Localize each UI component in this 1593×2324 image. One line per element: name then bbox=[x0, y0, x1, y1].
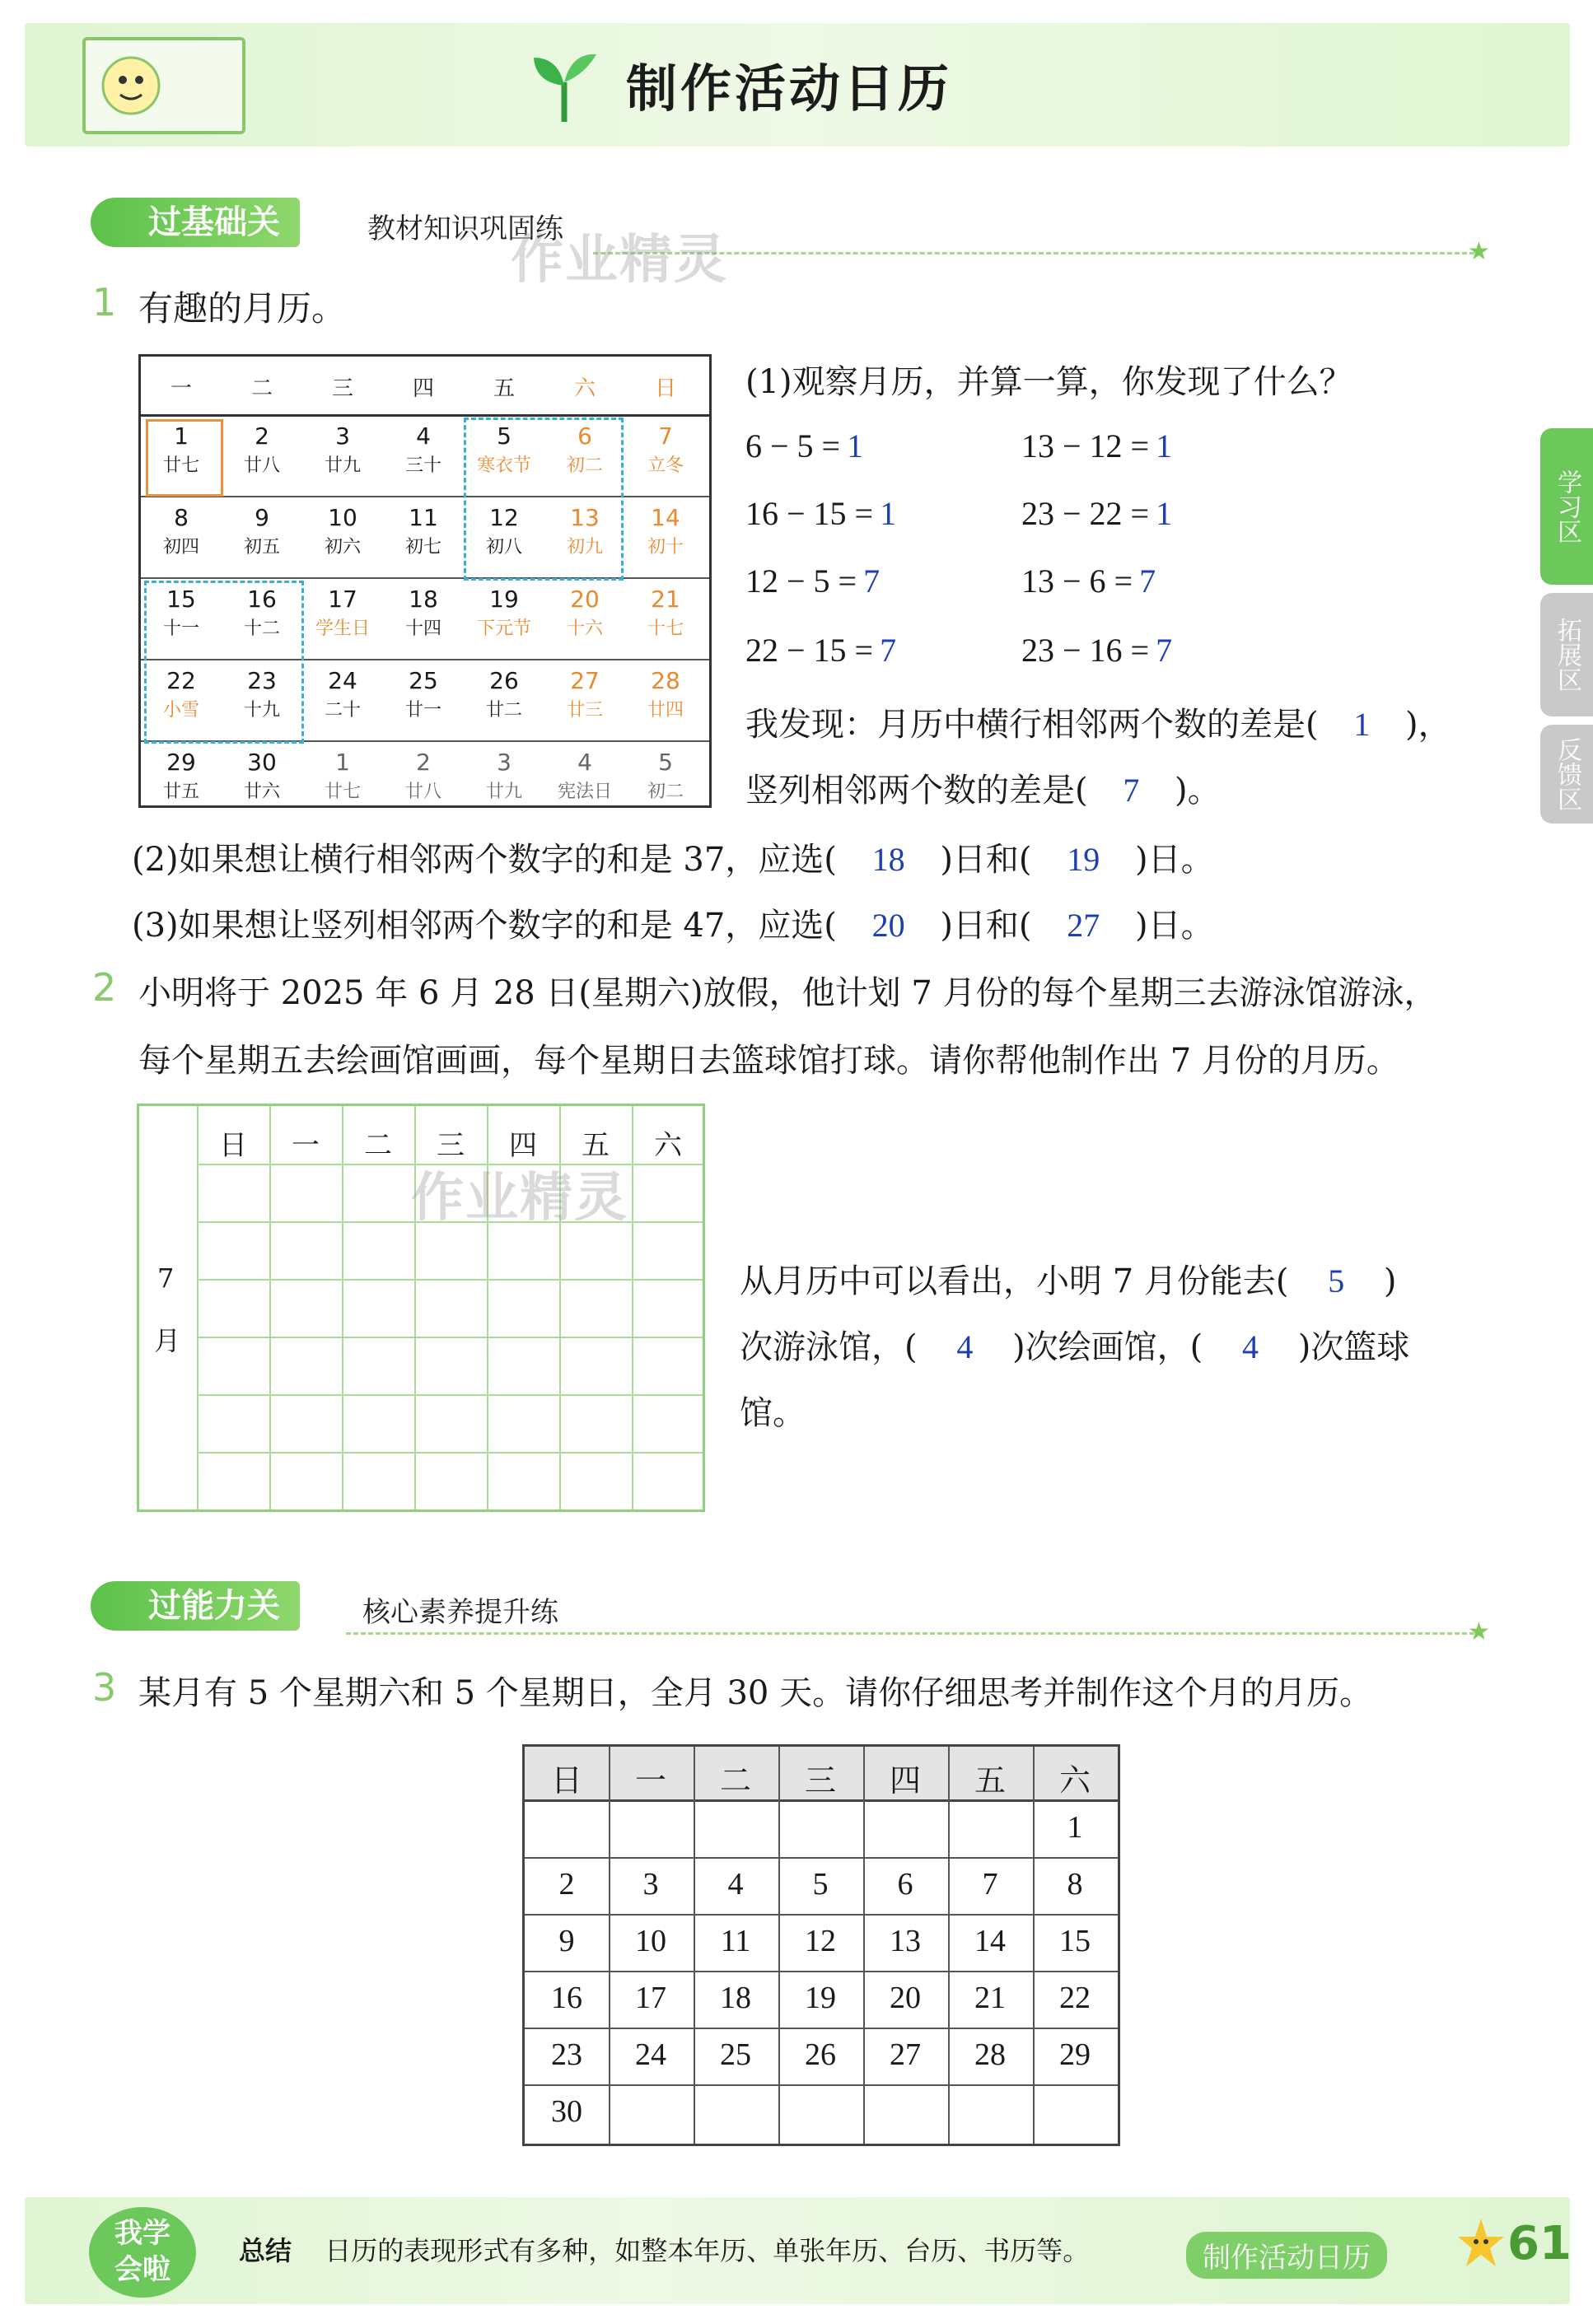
row-divider bbox=[141, 577, 709, 579]
calendar-day bbox=[222, 504, 302, 558]
lunar-label: 二十 bbox=[324, 700, 361, 721]
section-tab-ability: 过能力关 bbox=[91, 1581, 300, 1631]
equation-answer: 7 bbox=[880, 632, 897, 669]
weekday-header: 日 bbox=[219, 1129, 247, 1162]
month-calendar-answer bbox=[522, 1744, 1120, 2146]
grid-line bbox=[632, 1106, 633, 1510]
calendar-day bbox=[302, 749, 383, 803]
day-number: 25 bbox=[409, 667, 438, 694]
day-number: 19 bbox=[489, 586, 519, 613]
weekday-header: 五 bbox=[493, 376, 515, 401]
lunar-label: 十九 bbox=[243, 700, 280, 721]
day-number: 5 bbox=[658, 749, 673, 776]
equation-expression: 16 − 15 = bbox=[745, 495, 874, 532]
day-number: 14 bbox=[651, 504, 680, 531]
day-number: 11 bbox=[409, 504, 438, 531]
calendar-day: 28 bbox=[974, 2037, 1006, 2072]
calendar-day: 10 bbox=[635, 1924, 666, 1958]
question-number: 3 bbox=[92, 1665, 117, 1710]
equation-answer: 7 bbox=[1139, 562, 1156, 600]
equation bbox=[1021, 494, 1172, 533]
weekday-header: 四 bbox=[412, 376, 434, 401]
answer: 18 bbox=[871, 841, 905, 878]
weekday-header: 三 bbox=[804, 1764, 836, 1799]
calendar-day bbox=[141, 504, 222, 558]
q2-answer-line2 bbox=[740, 1321, 1409, 1368]
calendar-day: 21 bbox=[974, 1981, 1006, 2015]
calendar-day: 13 bbox=[890, 1924, 921, 1958]
month-unit: 月 bbox=[154, 1325, 181, 1356]
lunar-label: 十二 bbox=[243, 618, 280, 639]
calendar-day: 15 bbox=[1059, 1924, 1091, 1958]
calendar-day bbox=[383, 749, 464, 803]
calendar-day: 3 bbox=[642, 1867, 659, 1902]
calendar-day: 8 bbox=[1067, 1867, 1083, 1902]
answer: 1 bbox=[1353, 706, 1371, 743]
day-number: 1 bbox=[335, 749, 350, 776]
lunar-label: 廿六 bbox=[243, 782, 280, 802]
equation bbox=[1021, 427, 1172, 465]
text: (3)如果想让竖列相邻两个数字的和是 47，应选( bbox=[132, 907, 837, 945]
lunar-label: 廿五 bbox=[162, 782, 199, 802]
text: )日和( bbox=[940, 907, 1032, 945]
month-number: 7 bbox=[157, 1262, 175, 1294]
lunar-label: 廿四 bbox=[647, 700, 684, 721]
day-number: 17 bbox=[328, 586, 357, 613]
calendar-day: 11 bbox=[720, 1924, 751, 1958]
calendar-day: 19 bbox=[805, 1981, 836, 2015]
side-tab-feedback[interactable]: 反馈区 bbox=[1540, 725, 1593, 824]
lunar-label: 廿九 bbox=[324, 455, 361, 476]
weekday-header: 四 bbox=[509, 1129, 537, 1162]
equation bbox=[745, 562, 880, 600]
calendar-day: 17 bbox=[635, 1981, 666, 2015]
calendar-day bbox=[141, 749, 222, 803]
calendar-day bbox=[383, 667, 464, 721]
lunar-label: 廿七 bbox=[324, 782, 361, 802]
day-number: 30 bbox=[247, 749, 277, 776]
lunar-label: 初四 bbox=[162, 537, 199, 558]
lunar-label: 廿七 bbox=[162, 455, 199, 476]
lunar-label: 廿二 bbox=[485, 700, 522, 721]
answer: 7 bbox=[1123, 772, 1140, 809]
watermark: 作业精灵 bbox=[411, 1168, 628, 1229]
equation-answer: 1 bbox=[1156, 495, 1173, 532]
grid-line bbox=[525, 1857, 1118, 1859]
highlight-box-dashed bbox=[464, 418, 624, 581]
calendar-day: 18 bbox=[720, 1981, 751, 2015]
answer: 19 bbox=[1067, 841, 1100, 878]
calendar-day bbox=[383, 504, 464, 558]
calendar-day bbox=[222, 749, 302, 803]
lunar-label: 初二 bbox=[647, 782, 684, 802]
text: )次篮球 bbox=[1297, 1328, 1410, 1366]
learned-badge bbox=[89, 2207, 196, 2298]
equation-answer: 1 bbox=[1156, 427, 1173, 464]
calendar-day bbox=[625, 749, 706, 803]
equation-expression: 23 − 22 = bbox=[1021, 495, 1150, 532]
badge-line: 会啦 bbox=[114, 2253, 171, 2286]
july-calendar-grid bbox=[137, 1104, 705, 1512]
lunar-label: 三十 bbox=[404, 455, 441, 476]
watermark: 作业精灵 bbox=[511, 230, 728, 291]
text: )日。 bbox=[1134, 907, 1214, 945]
grid-line bbox=[197, 1279, 703, 1281]
day-number: 26 bbox=[489, 667, 519, 694]
calendar-header-row bbox=[141, 357, 709, 417]
calendar-day: 14 bbox=[974, 1924, 1006, 1958]
calendar-day: 5 bbox=[812, 1867, 829, 1902]
summary-label: 总结 bbox=[239, 2235, 292, 2266]
mascot-icon bbox=[1456, 2217, 1506, 2283]
calendar-day: 26 bbox=[805, 2037, 836, 2072]
weekday-header: 三 bbox=[331, 376, 353, 401]
day-number: 21 bbox=[651, 586, 680, 613]
day-number: 20 bbox=[570, 586, 600, 613]
lunar-label: 学生日 bbox=[315, 618, 370, 639]
text: )日和( bbox=[940, 841, 1032, 879]
question-title: 有趣的月历。 bbox=[138, 288, 347, 329]
weekday-header: 日 bbox=[550, 1764, 582, 1799]
grid-line bbox=[197, 1452, 703, 1454]
page-number: 61 bbox=[1507, 2217, 1572, 2270]
day-number: 29 bbox=[166, 749, 196, 776]
calendar-day bbox=[383, 422, 464, 477]
calendar-day bbox=[383, 586, 464, 640]
calendar-day: 23 bbox=[551, 2037, 582, 2072]
grid-line bbox=[525, 2028, 1118, 2029]
answer: 4 bbox=[956, 1328, 974, 1365]
question-text-line2: 每个星期五去绘画馆画画，每个星期日去篮球馆打球。请你帮他制作出 7 月份的月历。 bbox=[138, 1042, 1399, 1080]
part2-question bbox=[132, 833, 1214, 880]
day-number: 1 bbox=[174, 422, 189, 450]
lunar-label: 宪法日 bbox=[557, 782, 612, 802]
grid-line bbox=[197, 1106, 199, 1510]
calendar-day: 25 bbox=[720, 2037, 751, 2072]
lunar-label: 初五 bbox=[243, 537, 280, 558]
answer: 27 bbox=[1067, 907, 1100, 944]
weekday-header: 二 bbox=[250, 376, 273, 401]
day-number: 24 bbox=[328, 667, 357, 694]
day-number: 23 bbox=[247, 667, 277, 694]
day-number: 4 bbox=[416, 422, 431, 450]
side-tab-study[interactable]: 学习区 bbox=[1540, 428, 1593, 585]
equation bbox=[745, 494, 896, 533]
day-number: 2 bbox=[416, 749, 431, 776]
equation bbox=[1021, 562, 1156, 600]
day-number: 5 bbox=[497, 422, 512, 450]
calendar-day bbox=[302, 667, 383, 721]
text: )日。 bbox=[1134, 841, 1214, 879]
weekday-header: 五 bbox=[582, 1129, 610, 1162]
weekday-header: 三 bbox=[437, 1129, 465, 1162]
lunar-label: 十七 bbox=[647, 618, 684, 639]
calendar-day: 12 bbox=[805, 1924, 836, 1958]
lunar-label: 初六 bbox=[324, 537, 361, 558]
lunar-label: 廿八 bbox=[404, 782, 441, 802]
calendar-day bbox=[302, 504, 383, 558]
grid-line bbox=[525, 1971, 1118, 1972]
calendar-day bbox=[544, 586, 625, 640]
weekday-header: 四 bbox=[889, 1764, 921, 1799]
calendar-day bbox=[544, 667, 625, 721]
question-number: 1 bbox=[92, 280, 117, 324]
weekday-header: 日 bbox=[654, 376, 676, 401]
text: ) bbox=[1383, 1262, 1397, 1300]
weekday-header: 一 bbox=[292, 1129, 320, 1162]
day-number: 8 bbox=[174, 504, 189, 531]
part1-prompt: (1)观察月历，并算一算，你发现了什么？ bbox=[745, 363, 1352, 401]
weekday-header: 五 bbox=[974, 1764, 1006, 1799]
calendar-day: 7 bbox=[982, 1867, 998, 1902]
lunar-label: 廿八 bbox=[243, 455, 280, 476]
section-subtitle-basic: 教材知识巩固练 bbox=[367, 212, 563, 245]
equation-expression: 13 − 6 = bbox=[1021, 562, 1133, 600]
section-subtitle-ability: 核心素养提升练 bbox=[362, 1596, 558, 1629]
section-tab-basic: 过基础关 bbox=[91, 198, 300, 247]
day-number: 16 bbox=[247, 586, 277, 613]
blackboard-icon bbox=[82, 37, 245, 134]
question-number: 2 bbox=[92, 965, 117, 1010]
grid-line bbox=[197, 1394, 703, 1396]
day-number: 10 bbox=[328, 504, 357, 531]
lunar-label: 小雪 bbox=[162, 700, 199, 721]
calendar-day bbox=[464, 586, 544, 640]
day-number: 27 bbox=[570, 667, 600, 694]
weekday-header: 二 bbox=[364, 1129, 392, 1162]
weekday-header: 六 bbox=[1058, 1764, 1091, 1799]
day-number: 4 bbox=[577, 749, 592, 776]
weekday-header: 一 bbox=[170, 376, 192, 401]
calendar-day: 24 bbox=[635, 2037, 666, 2072]
lunar-label: 廿九 bbox=[485, 782, 522, 802]
calendar-day: 22 bbox=[1059, 1981, 1091, 2015]
lunar-label: 下元节 bbox=[476, 618, 531, 639]
calendar-day: 16 bbox=[551, 1981, 582, 2015]
calendar-day: 6 bbox=[897, 1867, 913, 1902]
row-divider bbox=[141, 496, 709, 497]
answer: 5 bbox=[1328, 1262, 1345, 1300]
grid-line bbox=[342, 1106, 343, 1510]
answer: 20 bbox=[871, 907, 905, 944]
summary bbox=[239, 2230, 1089, 2268]
day-number: 28 bbox=[651, 667, 680, 694]
text: (2)如果想让横行相邻两个数字的和是 37，应选( bbox=[132, 841, 837, 879]
text: 我发现：月历中横行相邻两个数的差是( bbox=[745, 706, 1319, 744]
grid-line bbox=[525, 1914, 1118, 1916]
badge-line: 我学 bbox=[114, 2217, 171, 2250]
equation-answer: 7 bbox=[1156, 632, 1173, 669]
calendar-day bbox=[625, 667, 706, 721]
calendar-day bbox=[222, 422, 302, 477]
equation-answer: 1 bbox=[847, 427, 864, 464]
equation bbox=[745, 427, 863, 465]
part3-question bbox=[132, 899, 1214, 946]
equation-expression: 12 − 5 = bbox=[745, 562, 857, 600]
weekday-header: 一 bbox=[634, 1764, 666, 1799]
question-text: 某月有 5 个星期六和 5 个星期日，全月 30 天。请你仔细思考并制作这个月的月历。 bbox=[138, 1674, 1373, 1712]
section-divider bbox=[346, 1632, 1474, 1635]
day-number: 18 bbox=[409, 586, 438, 613]
side-tab-extend[interactable]: 拓展区 bbox=[1540, 593, 1593, 716]
calendar-day bbox=[625, 586, 706, 640]
calendar-day: 20 bbox=[890, 1981, 921, 2015]
q2-answer-line1 bbox=[740, 1255, 1397, 1302]
lunar-label: 十四 bbox=[404, 618, 441, 639]
calendar-day: 2 bbox=[558, 1867, 575, 1902]
lunar-label: 廿三 bbox=[566, 700, 603, 721]
weekday-header: 六 bbox=[654, 1129, 682, 1162]
weekday-header: 二 bbox=[719, 1764, 751, 1799]
grid-line bbox=[197, 1337, 703, 1338]
day-number: 7 bbox=[658, 422, 673, 450]
calendar-day bbox=[625, 504, 706, 558]
q2-answer-line3: 馆。 bbox=[740, 1394, 806, 1432]
highlight-box-dashed bbox=[144, 581, 304, 744]
summary-text: 日历的表现形式有多种，如整本年历、单张年历、台历、书历等。 bbox=[325, 2235, 1090, 2266]
star-icon: ★ bbox=[1468, 237, 1490, 266]
calendar-day: 4 bbox=[727, 1867, 744, 1902]
star-icon: ★ bbox=[1468, 1617, 1490, 1646]
calendar-day: 27 bbox=[890, 2037, 921, 2072]
calendar-day bbox=[302, 586, 383, 640]
day-number: 12 bbox=[489, 504, 519, 531]
day-number: 22 bbox=[166, 667, 196, 694]
sprout-icon bbox=[527, 49, 601, 124]
lesson-label: 制作活动日历 bbox=[1186, 2232, 1387, 2279]
text: 从月历中可以看出，小明 7 月份能去( bbox=[740, 1262, 1289, 1300]
calendar-day bbox=[625, 422, 706, 477]
day-number: 2 bbox=[255, 422, 269, 450]
lunar-label: 初二 bbox=[566, 455, 603, 476]
equation bbox=[1021, 631, 1172, 670]
lunar-label: 初十 bbox=[647, 537, 684, 558]
equation-expression: 6 − 5 = bbox=[745, 427, 841, 464]
day-number: 6 bbox=[577, 422, 592, 450]
text: )次绘画馆，( bbox=[1012, 1328, 1203, 1366]
text: )。 bbox=[1175, 772, 1221, 810]
day-number: 13 bbox=[570, 504, 600, 531]
grid-line bbox=[525, 2084, 1118, 2086]
lunar-label: 寒衣节 bbox=[476, 455, 531, 476]
calendar-day bbox=[302, 422, 383, 477]
calendar-day: 9 bbox=[558, 1924, 575, 1958]
lunar-label: 初九 bbox=[566, 537, 603, 558]
lunar-label: 初七 bbox=[404, 537, 441, 558]
answer: 4 bbox=[1241, 1328, 1259, 1365]
calendar-day: 30 bbox=[551, 2094, 582, 2129]
lunar-label: 立冬 bbox=[647, 455, 684, 476]
equation-answer: 7 bbox=[863, 562, 881, 600]
text: 次游泳馆，( bbox=[740, 1328, 918, 1366]
question-text-line1: 小明将于 2025 年 6 月 28 日(星期六)放假，他计划 7 月份的每个星期三去游泳馆游泳， bbox=[138, 974, 1437, 1012]
calendar-day: 1 bbox=[1067, 1810, 1083, 1845]
grid-line bbox=[269, 1106, 271, 1510]
day-number: 15 bbox=[166, 586, 196, 613]
lunar-label: 十六 bbox=[566, 618, 603, 639]
equation-expression: 22 − 15 = bbox=[745, 632, 874, 669]
calendar-day bbox=[544, 749, 625, 803]
day-number: 9 bbox=[255, 504, 269, 531]
november-calendar bbox=[138, 354, 712, 808]
calendar-day bbox=[464, 667, 544, 721]
day-number: 3 bbox=[497, 749, 512, 776]
equation-expression: 23 − 16 = bbox=[1021, 632, 1150, 669]
lunar-label: 廿一 bbox=[404, 700, 441, 721]
text: )， bbox=[1405, 706, 1451, 744]
equation-expression: 13 − 12 = bbox=[1021, 427, 1150, 464]
lunar-label: 十一 bbox=[162, 618, 199, 639]
page-title: 制作活动日历 bbox=[626, 58, 953, 119]
equation bbox=[745, 631, 896, 670]
calendar-day: 29 bbox=[1059, 2037, 1091, 2072]
finding-column-difference bbox=[745, 764, 1221, 811]
text: 竖列相邻两个数的差是( bbox=[745, 772, 1088, 810]
day-number: 3 bbox=[335, 422, 350, 450]
calendar-day bbox=[464, 749, 544, 803]
weekday-header: 六 bbox=[573, 376, 596, 401]
finding-row-difference bbox=[745, 698, 1451, 745]
lunar-label: 初八 bbox=[485, 537, 522, 558]
highlight-box-orange bbox=[146, 419, 223, 497]
equation-answer: 1 bbox=[880, 495, 897, 532]
